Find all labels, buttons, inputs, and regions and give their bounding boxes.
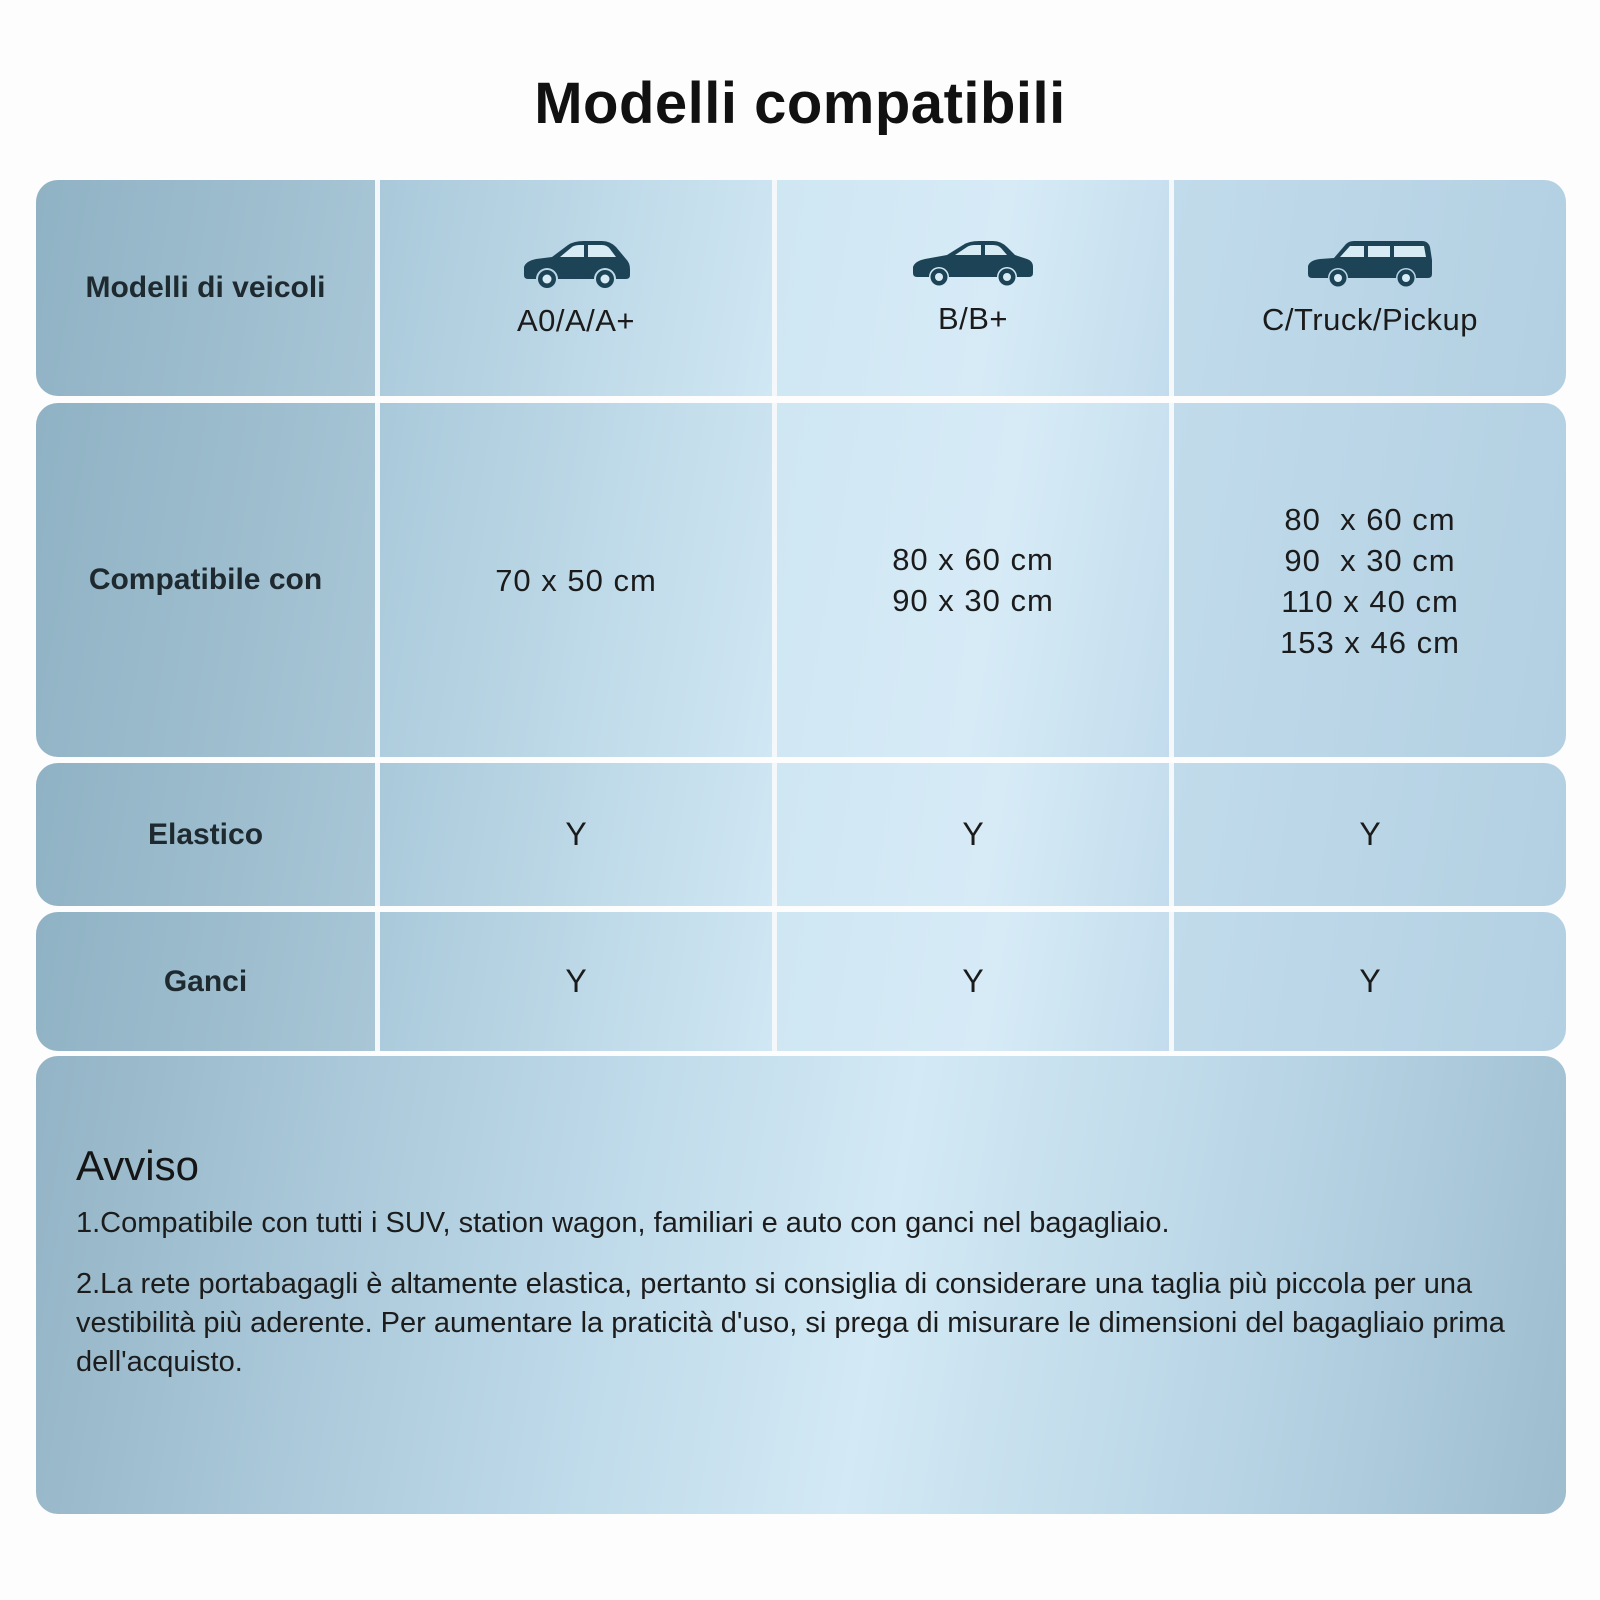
compatible-row bbox=[36, 403, 1566, 757]
yes-mark: Y bbox=[565, 816, 587, 852]
model-column-b bbox=[772, 180, 1169, 396]
vehicle-models-label: Modelli di veicoli bbox=[36, 180, 375, 396]
notice-box bbox=[36, 1056, 1566, 1514]
yes-mark: Y bbox=[962, 963, 984, 999]
elastic-value-b bbox=[772, 763, 1169, 906]
yes-mark: Y bbox=[565, 963, 587, 999]
hooks-row bbox=[36, 912, 1566, 1051]
compatible-sizes-a bbox=[375, 403, 772, 757]
hooks-label: Ganci bbox=[36, 912, 375, 1051]
elastic-label: Elastico bbox=[36, 763, 375, 906]
size-value: 110 x 40 cm bbox=[1281, 584, 1459, 619]
sedan-car-icon bbox=[909, 239, 1037, 287]
size-value: 80 x 60 cm bbox=[1284, 502, 1456, 537]
hooks-value-a bbox=[375, 912, 772, 1051]
yes-mark: Y bbox=[1359, 963, 1381, 999]
model-name-a: A0/A/A+ bbox=[516, 303, 636, 338]
size-value: 90 x 30 cm bbox=[1284, 543, 1456, 578]
model-name-b: B/B+ bbox=[937, 301, 1009, 336]
notice-title: Avviso bbox=[76, 1142, 199, 1189]
model-name-c: C/Truck/Pickup bbox=[1261, 302, 1478, 337]
vehicle-models-row bbox=[36, 180, 1566, 396]
hooks-value-c bbox=[1169, 912, 1566, 1051]
model-column-a bbox=[375, 180, 772, 396]
size-value: 80 x 60 cm bbox=[892, 542, 1054, 577]
elastic-value-a bbox=[375, 763, 772, 906]
compatible-sizes-b bbox=[772, 403, 1169, 757]
notice-item-2: 2.La rete portabagagli è altamente elastica, pertanto si consiglia di considerare una taglia più piccola per una vestibilità più aderente. Per aumentare la praticità d'uso, si prega di misurare le dimensioni del bagagliaio prima dell'acquisto. bbox=[76, 1268, 1505, 1378]
yes-mark: Y bbox=[1359, 816, 1381, 852]
elastic-value-c bbox=[1169, 763, 1566, 906]
size-value: 90 x 30 cm bbox=[892, 583, 1054, 618]
compatible-label: Compatibile con bbox=[36, 403, 375, 757]
elastic-row bbox=[36, 763, 1566, 906]
size-value: 70 x 50 cm bbox=[495, 562, 657, 598]
suv-car-icon bbox=[1304, 238, 1436, 288]
notice-item-1: 1.Compatibile con tutti i SUV, station wagon, familiari e auto con ganci nel bagagliaio. bbox=[76, 1207, 1170, 1239]
size-value: 153 x 46 cm bbox=[1280, 625, 1460, 660]
model-column-c bbox=[1169, 180, 1566, 396]
page-title: Modelli compatibili bbox=[534, 71, 1066, 136]
hooks-value-b bbox=[772, 912, 1169, 1051]
hatchback-car-icon bbox=[518, 237, 634, 289]
yes-mark: Y bbox=[962, 816, 984, 852]
compatible-sizes-c bbox=[1169, 403, 1566, 757]
